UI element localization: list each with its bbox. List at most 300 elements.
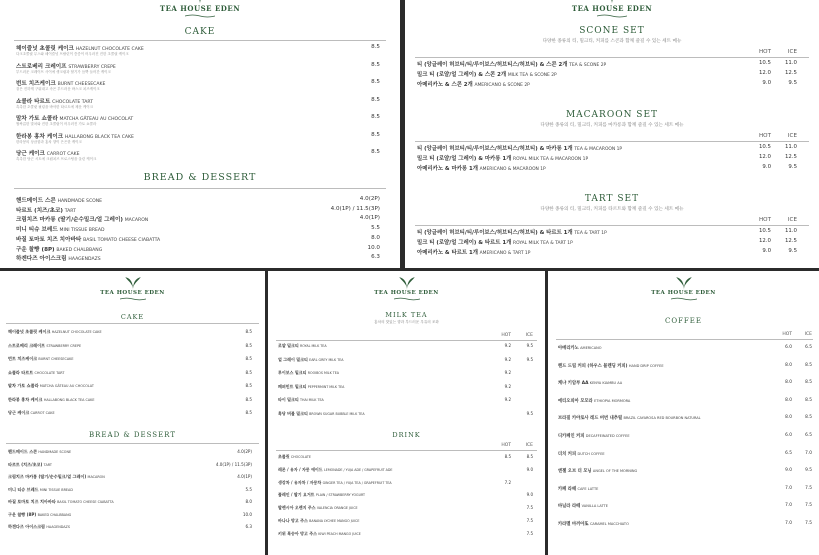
item-name-ko: 헤이즐넛 초콜릿 케이크 [16,46,74,52]
item-name-en: KIWI PEACH MANGO JUICE [318,531,361,536]
item-name-en: BROWN SUGAR BUBBLE MILK TEA [309,411,365,416]
set-section-subtitle: 다양한 종류의 티, 밀크티, 커피를 스콘과 함께 즐길 수 있는 세트 메뉴 [542,39,682,44]
flourish-icon [597,14,627,18]
menu-item [278,384,344,390]
set-section-title: SCONE SET [579,26,645,36]
item-price-hot: 6.5 [785,450,792,456]
bread-section-title: BREAD & DESSERT [89,431,176,439]
menu-item [558,363,664,369]
item-name-en: ETHIOPIA MORMORA [594,398,631,403]
item-name-ko: 핸드메이드 스콘 [16,198,56,204]
item-price: 8.5 [245,383,252,388]
item-name-ko: 로얄 밀크티 [278,343,299,348]
item-price-hot: 10.5 [758,60,771,66]
cake-section-title: CAKE [120,313,145,321]
item-price: 5.5 [245,486,252,492]
item-price: 8.5 [371,131,380,138]
brand-header [0,277,265,301]
menu-item [417,228,607,236]
item-name-en: BANANA LYCHEE MANGO JUICE [309,519,360,523]
item-name-ko: 타르트 (치즈/초코) [8,461,43,467]
item-name-en: TEA & TART 1P [574,231,607,236]
divider [415,57,809,58]
menu-item [8,356,74,362]
item-price-hot: 10.5 [758,228,771,234]
item-price-ice: 11.0 [784,144,797,150]
menu-item [8,462,52,468]
item-price-ice: 8.5 [526,454,533,459]
item-name-ko: 초콜릿 [278,454,290,459]
item-name-en: BRAZIL CAYAROSA RED BOURBON NATURAL [623,416,701,421]
menu-item [278,454,311,460]
menu-item [8,329,102,335]
menu-item [16,235,160,243]
menu-item [8,410,55,416]
item-name-ko: 레몬 / 유자 / 자몽 에이드 [278,466,323,472]
item-name-en: CHOCOLATE TART [52,99,93,105]
item-name-ko: 쇼콜라 타르트 [8,369,34,375]
menu-item [417,80,530,88]
menu-item [16,196,102,204]
item-name-en: ANGEL OF THE MORNING [592,469,638,474]
item-price: 4.0(1P) / 11.5(3P) [330,205,380,212]
flourish-icon [185,14,215,18]
brand-name: TEA HOUSE EDEN [100,290,165,296]
menu-item [417,144,622,152]
item-name-ko: 당근 케이크 [8,410,30,415]
item-name-ko: 미니 티슈 브레드 [8,486,39,492]
item-price-ice: 7.5 [805,521,812,526]
menu-item [16,225,105,233]
item-name-ko: 타르트 (치즈/초코) [16,207,63,214]
item-name-en: HALLABONG BLACK TEA CAKE [64,134,134,140]
item-price: 8.0 [245,499,252,504]
menu-item [417,238,573,246]
item-price-ice: 8.5 [805,397,812,403]
item-price-hot: 6.0 [785,433,792,438]
item-price-ice: 12.5 [784,154,797,160]
menu-item [8,474,105,480]
item-name-ko: 하겐다즈 아이스크림 [16,256,67,263]
item-name-ko: 타이 밀크티 [278,397,299,402]
item-name-en: BAKED CHALBBANG [37,512,72,517]
item-name-en: BURNT CHEESECAKE [57,82,106,87]
item-name-ko: 쇼콜라 타르트 [16,98,51,105]
item-name-en: AMERICANO [580,346,602,350]
item-name-ko: 엔젤 오브 더 모닝 [558,469,592,475]
item-price-hot: 7.0 [785,503,792,509]
item-price-ice: 9.5 [526,343,533,348]
item-price-ice: 7.5 [526,530,533,536]
item-description: 겉은 진하게 구워내고 속은 부드러운 바스크 치즈케이크 [16,87,100,92]
item-name-ko: 밀크 티 (로얄/얼 그레이) & 타르트 1개 [417,240,512,246]
menu-item [278,357,344,363]
item-price: 6.3 [371,254,380,261]
item-name-en: PEPPERMINT MILK TEA [307,384,345,389]
tea-menu-panel [268,271,545,555]
leaf-logo-icon [398,277,416,290]
item-name-en: GINGER TEA / YUJA TEA / GRAPEFRUIT TEA [322,480,392,485]
ice-column-header: ICE [525,333,533,338]
set-section-subtitle: 다양한 종류의 티, 밀크티, 커피를 타르트와 함께 즐길 수 있는 세트 메뉴 [540,207,684,212]
ice-column-header: ICE [787,217,797,223]
item-name-en: ROYAL MILK TEA & TART 1P [513,241,573,246]
item-name-ko: 티 (앙글레이 허브티/티/루이보스/허브티스/허브티) & 스콘 2개 [417,62,568,68]
item-price-hot: 9.0 [762,248,771,254]
item-name-ko: 디카페인 커피 [558,434,585,439]
item-name-en: HAND DRIP COFFEE [628,363,664,368]
item-name-en: HALLABONG BLACK TEA CAKE [43,397,95,402]
item-price: 8.5 [371,79,380,85]
item-price: 8.5 [371,96,380,103]
item-price: 4.0(1P) [359,215,380,222]
item-name-ko: 아메리카노 [558,346,579,351]
hot-column-header: HOT [501,443,511,448]
item-price: 4.0(2P) [237,449,252,454]
item-price-hot: 7.2 [504,479,511,485]
menu-item [417,164,546,172]
item-name-ko: 당근 케이크 [16,151,45,157]
item-name-ko: 카라멜 마끼아또 [558,522,589,527]
item-name-ko: 플레인 / 딸기 요거트 [278,492,315,498]
item-description: 쌉싸름한 말차와 진한 초콜릿이 어우러진 가토 쇼콜라 [16,122,97,127]
item-name-en: CARROT CAKE [30,411,55,415]
menu-item [278,505,358,511]
set-section-title: TART SET [584,194,640,204]
item-price: 8.5 [245,369,252,375]
item-name-en: MACARON [87,475,105,479]
item-price-hot: 10.5 [758,144,771,150]
item-name-en: MINI TISSUE BREAD [39,487,73,492]
item-price-ice: 8.5 [805,380,812,386]
item-price-hot: 8.5 [504,454,511,459]
item-name-en: CARROT CAKE [46,152,80,157]
menu-item [417,70,557,78]
brand-name: TEA HOUSE EDEN [571,4,653,13]
item-price-ice: 9.5 [788,248,797,254]
item-name-en: AMERICANO & TART 1P [479,251,531,256]
menu-item [16,206,76,214]
divider [415,141,809,142]
item-price: 4.0(1P) [237,474,252,479]
item-price-hot: 9.2 [504,370,511,375]
item-price-hot: 7.0 [785,485,792,491]
hot-column-header: HOT [782,332,792,337]
item-price-ice: 7.0 [805,450,812,456]
item-name-ko: 아메리카노 & 스콘 2개 [417,82,473,88]
item-name-ko: 번트 치즈케이크 [8,356,38,361]
ice-column-header: ICE [804,332,812,337]
item-name-en: AMERICANO & MACAROON 1P [479,167,546,172]
leaf-logo-icon [675,277,693,290]
item-name-en: CAFE LATTE [577,486,599,491]
menu-item [8,524,70,530]
item-price: 8.5 [245,410,252,415]
item-price-ice: 12.5 [784,238,797,244]
item-name-ko: 구운 찰빵 (8P) [8,511,37,517]
milk-tea-section-title: MILK TEA [385,311,428,319]
divider [6,323,259,324]
menu-item [558,345,602,351]
divider [556,339,813,340]
item-name-en: HAAGENDAZS [68,257,101,263]
menu-item [8,512,71,518]
brand-name: TEA HOUSE EDEN [159,4,241,13]
item-name-en: THAI MILK TEA [300,398,324,402]
item-name-ko: 구운 찰빵 (8P) [16,246,55,253]
item-price-ice: 9.5 [788,80,797,86]
set-menu-panel [405,0,819,268]
menu-item [16,254,101,262]
item-price-ice: 9.5 [526,356,533,362]
item-name-ko: 더치 커피 [558,451,577,457]
menu-item [558,503,608,509]
item-price-hot: 8.0 [785,362,792,368]
item-name-en: MACARON [124,218,149,224]
item-name-ko: 아메리카노 & 타르트 1개 [417,250,478,256]
item-price-hot: 12.0 [758,70,771,76]
item-price-hot: 9.2 [504,343,511,348]
item-description: 촉촉한 초콜릿 필링을 바삭한 타르트에 채운 케이크 [16,104,93,109]
item-name-ko: 생강차 / 유자차 / 자몽차 [278,479,322,485]
hot-column-header: HOT [758,133,771,139]
menu-item [417,60,606,68]
item-price-hot: 6.0 [785,345,792,350]
item-name-ko: 핸드 드립 커피 (하우스 블렌딩 커피) [558,363,628,369]
milk-tea-subtitle: 홍차의 맛있는 향과 부드러운 우유의 조화 [374,320,439,324]
hot-column-header: HOT [758,217,771,223]
item-name-ko: 스트로베리 크레이프 [8,342,46,348]
item-name-en: MINI TISSUE BREAD [59,228,105,234]
item-price: 8.5 [245,396,252,402]
divider [14,40,386,41]
coffee-section-title: COFFEE [664,317,703,325]
item-price-ice: 9.0 [526,466,533,472]
item-price-ice: 9.5 [788,164,797,170]
item-name-ko: 케냐 키암부 AA [558,381,589,387]
item-price: 8.5 [245,342,252,348]
item-name-ko: 밀크 티 (로얄/얼 그레이) & 마카롱 1개 [417,156,512,162]
menu-item [278,480,392,486]
menu-item [278,518,359,524]
item-name-ko: 페퍼민트 밀크티 [278,383,307,389]
item-name-ko: 바질 토마토 치즈 치아바타 [8,499,56,504]
item-price-hot: 8.0 [785,415,792,421]
item-price-hot: 9.0 [785,468,792,474]
brand-name: TEA HOUSE EDEN [651,290,716,296]
flourish-icon [394,297,420,301]
item-price-hot: 9.2 [504,383,511,389]
item-name-ko: 얼 그레이 밀크티 [278,356,308,362]
item-price-hot: 9.0 [762,80,771,86]
item-price: 8.0 [371,234,380,241]
item-name-ko: 키위 복숭아 망고 주스 [278,530,317,536]
item-price-ice: 9.0 [526,492,533,498]
item-price-ice: 6.5 [805,433,812,438]
item-name-ko: 티 (앙글레이 허브티/티/루이보스/허브티스/허브티) & 타르트 1개 [417,230,573,236]
item-price: 8.5 [245,329,252,334]
item-price-ice: 7.5 [526,505,533,511]
brand-header [405,0,819,18]
menu-item [558,415,701,421]
item-price-ice: 9.5 [526,410,533,416]
flourish-icon [671,297,697,301]
item-price: 8.5 [371,149,380,155]
item-price-hot: 8.0 [785,380,792,386]
item-price: 10.0 [367,244,380,251]
leaf-logo-icon [124,277,142,290]
divider [14,188,386,189]
item-price: 4.0(2P) [359,196,380,202]
coffee-menu-panel [548,271,819,555]
item-name-en: TEA & SCONE 2P [569,63,607,68]
item-name-ko: 에티오피아 모모라 [558,398,593,404]
menu-item [558,521,629,527]
brand-header [0,0,400,18]
item-name-en: HANDMADE SCONE [38,450,72,454]
item-name-en: ROOIBOS MILK TEA [307,371,340,375]
cake-menu-panel [0,0,400,268]
menu-item [278,411,365,417]
item-name-en: LEMONADE / YUJA ADE / GRAPEFRUIT ADE [323,467,393,472]
item-name-ko: 핸드메이드 스콘 [8,449,38,454]
item-name-ko: 아메리카노 & 마카롱 1개 [417,166,478,172]
item-name-en: KENYA KIAMBU AA [589,381,623,386]
item-price-hot: 9.0 [762,164,771,170]
menu-item [278,397,324,403]
item-name-en: BAKED CHALBBANG [56,247,103,253]
item-price: 6.3 [245,524,252,529]
menu-item [417,248,530,256]
item-price-hot: 7.0 [785,521,792,526]
item-price: 5.5 [371,225,380,232]
item-description: 다크초콜릿 무스와 헤이즐넛 프랄린이 층층이 어우러진 진한 초콜릿 케이크 [16,52,129,57]
menu-item [16,245,102,253]
item-description: 부드러운 크레이프 사이에 생크림과 딸기가 듬뿍 들어간 케이크 [16,69,111,74]
item-name-en: VANILLA LATTE [581,504,609,509]
item-description: 촉촉한 당근 시트에 크림치즈 프로스팅을 올린 케이크 [16,157,97,162]
item-name-en: MATCHA GÂTEAU AU CHOCOLAT [59,117,134,122]
menu-item [558,451,605,457]
cake-menu-panel-small [0,271,265,555]
item-name-en: HANDMADE SCONE [57,199,103,204]
item-name-en: TART [43,462,52,467]
item-name-en: MATCHA GÂTEAU AU CHOCOLAT [39,384,94,388]
cake-section-title: CAKE [184,27,216,37]
item-price-ice: 8.5 [805,415,812,421]
brand-header [548,277,819,301]
item-price-hot: 9.2 [504,397,511,402]
item-name-en: EARL GREY MILK TEA [309,357,344,362]
item-description: 한라봉의 상큼함과 홍차 향이 은은한 케이크 [16,139,82,144]
item-name-en: CHOCOLATE TART [34,370,65,375]
menu-item [278,492,365,498]
menu-item [16,215,148,223]
divider [276,450,537,451]
drink-section-title: DRINK [392,431,421,439]
item-name-en: BURNT CHEESECAKE [38,357,74,361]
item-price-ice: 8.5 [805,362,812,368]
item-name-en: CARAMEL MACCHIATO [589,522,629,526]
item-name-en: TEA & MACAROON 1P [574,147,623,152]
item-price-ice: 9.5 [805,468,812,474]
item-price-ice: 11.0 [784,60,797,66]
item-price-ice: 12.5 [784,70,797,76]
menu-item [8,370,64,376]
menu-item [278,370,339,376]
item-name-ko: 미니 티슈 브레드 [16,227,58,234]
menu-item [8,397,94,403]
item-name-en: HAAGENDAZS [46,525,70,529]
item-name-en: ROYAL MILK TEA & MACAROON 1P [513,157,589,162]
item-name-ko: 말차 가토 쇼콜라 [16,116,58,122]
menu-item [8,343,81,349]
item-name-ko: 바질 토마토 치즈 치아바타 [16,236,82,243]
item-name-en: PLAIN / STRAWBERRY YOGURT [315,493,366,498]
item-price: 8.5 [371,114,380,120]
menu-item [278,343,327,349]
menu-item [8,449,71,455]
item-name-en: VALENCIA ORANGE JUICE [316,506,358,511]
item-price-ice: 6.5 [805,345,812,350]
hot-column-header: HOT [501,333,511,338]
item-name-en: HAZELNUT CHOCOLATE CAKE [51,330,102,334]
item-name-ko: 한라봉 홍차 케이크 [8,396,43,402]
bread-section-title: BREAD & DESSERT [143,172,257,183]
item-name-ko: 바닐라 라떼 [558,504,581,510]
item-name-ko: 크림치즈 마카롱 (딸기/순수밀크/얼 그레이) [16,217,123,224]
item-name-ko: 발렌시아 오렌지 주스 [278,505,316,511]
item-name-en: AMERICANO & SCONE 2P [474,83,530,88]
brand-name: TEA HOUSE EDEN [374,290,439,296]
menu-item [278,531,361,537]
item-name-en: BASIL TOMATO CHEESE CIABATTA [57,500,114,504]
item-name-ko: 한라봉 홍차 케이크 [16,133,64,140]
item-price-hot: 12.0 [758,154,771,160]
menu-item [8,487,73,493]
menu-item [558,486,598,492]
item-price-ice: 7.5 [526,518,533,523]
menu-item [558,433,630,439]
item-name-en: CHOCOLATE [290,455,311,459]
set-section-title: MACAROON SET [565,110,659,120]
item-price-hot: 12.0 [758,238,771,244]
ice-column-header: ICE [787,49,797,55]
brand-header [268,277,545,301]
item-name-en: MILK TEA & SCONE 2P [507,73,557,78]
menu-item [417,154,588,162]
item-name-en: BASIL TOMATO CHEESE CIABATTA [83,237,161,243]
menu-item [558,468,637,474]
set-section-subtitle: 다양한 종류의 티, 밀크티, 커피를 마카롱과 함께 즐길 수 있는 세트 메뉴 [540,123,684,128]
item-price: 4.0(1P) / 11.5(3P) [215,461,252,467]
menu-item [8,499,114,505]
divider [415,225,809,226]
item-name-en: STRAWBERRY CREPE [68,64,116,70]
item-name-ko: 바나나 망고 주스 [278,518,308,523]
item-price-hot: 9.2 [504,356,511,362]
item-name-ko: 크림치즈 마카롱 (딸기/순수밀크/얼 그레이) [8,474,87,479]
item-name-ko: 헤이즐넛 초콜릿 케이크 [8,329,51,334]
item-name-ko: 흑당 버블 밀크티 [278,410,308,416]
item-name-en: DUTCH COFFEE [577,451,605,456]
item-name-ko: 브라질 카야로사 레드 버번 내추럴 [558,416,623,422]
menu-item [558,398,630,404]
hot-column-header: HOT [758,49,771,55]
item-name-en: TART [64,208,76,214]
item-name-ko: 밀크 티 (로얄/얼 그레이) & 스콘 2개 [417,72,507,78]
divider [276,340,537,341]
